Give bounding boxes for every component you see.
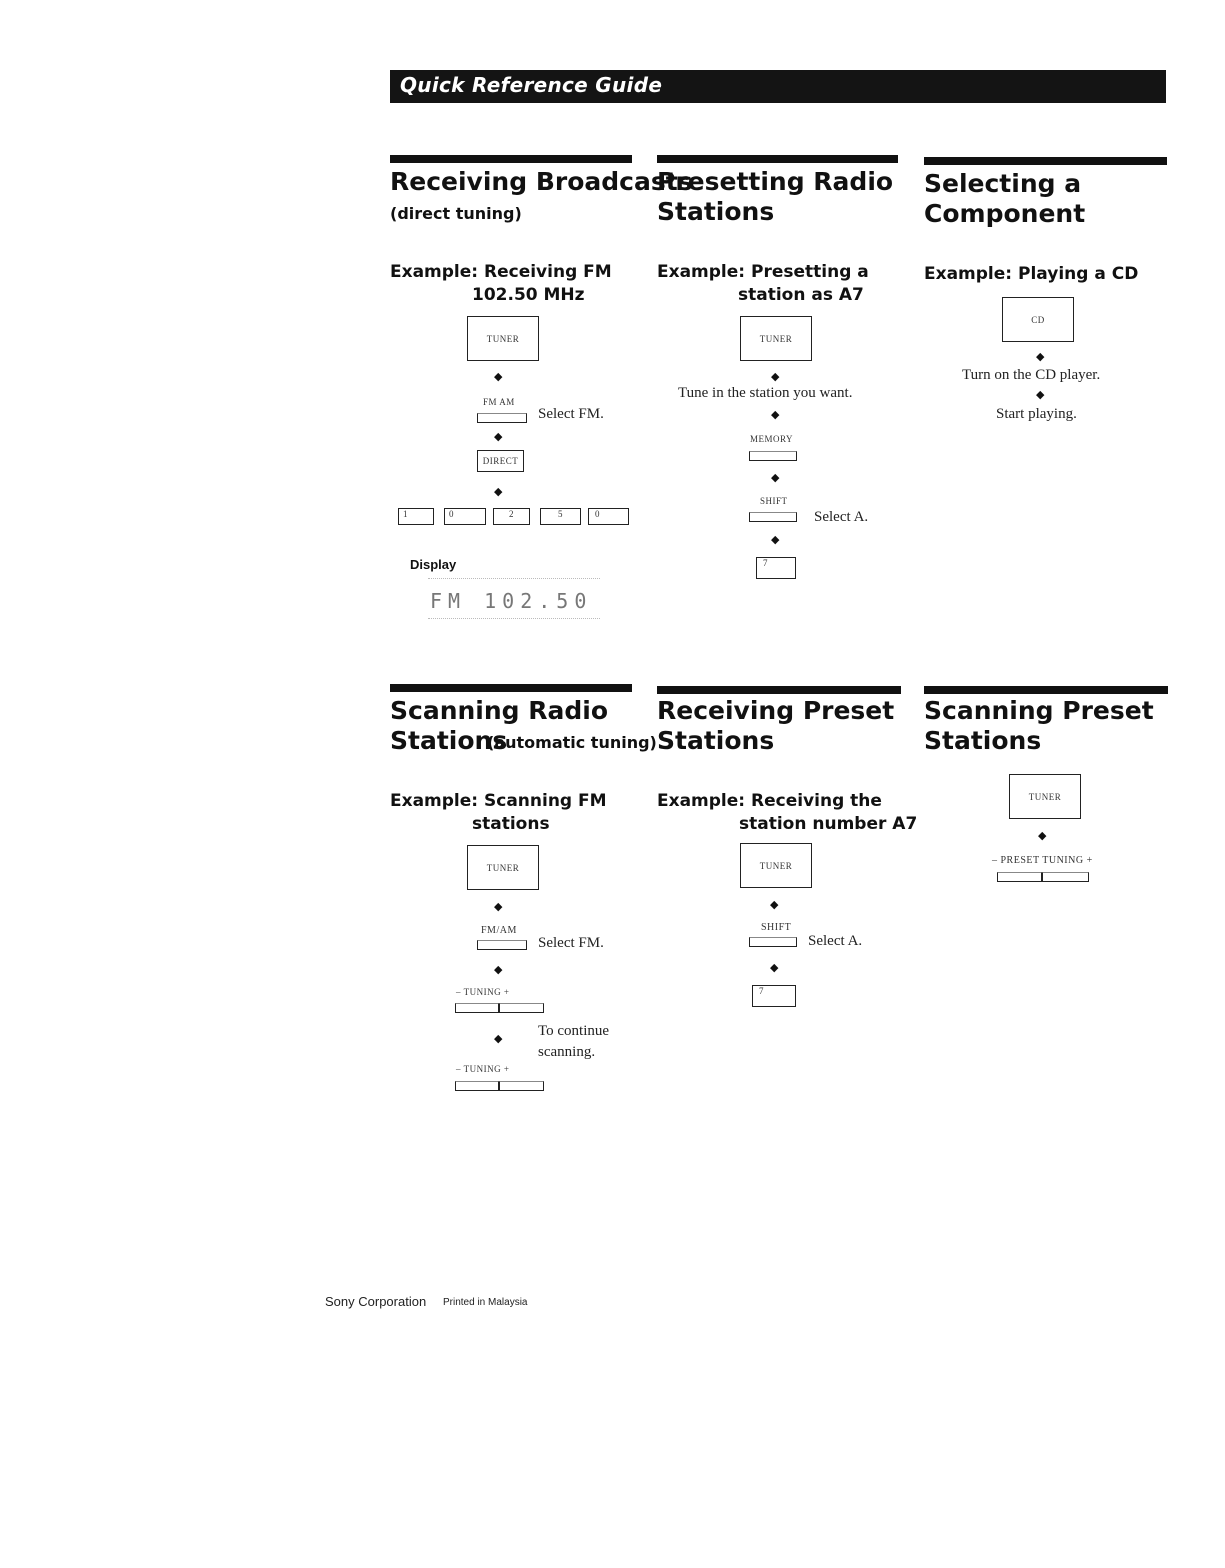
shift-label: SHIFT	[761, 922, 792, 933]
down-arrow-icon: ◆	[494, 901, 503, 913]
section-rule	[657, 686, 901, 694]
page-title: Quick Reference Guide	[400, 73, 663, 97]
memory-button[interactable]	[749, 451, 797, 461]
down-arrow-icon: ◆	[494, 371, 503, 383]
section-title: Scanning Radio	[390, 696, 609, 725]
section-title: Presetting Radio	[657, 167, 894, 196]
down-arrow-icon: ◆	[771, 409, 780, 421]
instruction-text: Select A.	[808, 933, 863, 949]
instruction-text: Select A.	[814, 509, 869, 525]
example-label-2: station number A7	[739, 814, 918, 834]
footer-company: Sony Corporation	[325, 1294, 427, 1309]
shift-button[interactable]	[749, 937, 797, 947]
digit-button-0[interactable]: 0	[444, 508, 486, 525]
tuner-button[interactable]: TUNER	[467, 316, 539, 361]
down-arrow-icon: ◆	[770, 899, 779, 911]
tuner-button[interactable]: TUNER	[467, 845, 539, 890]
digit-button-5[interactable]: 5	[540, 508, 581, 525]
fm-am-label: FM/AM	[481, 925, 517, 936]
down-arrow-icon: ◆	[494, 431, 503, 443]
instruction-text: Select FM.	[538, 406, 604, 422]
tuner-button[interactable]: TUNER	[740, 843, 812, 888]
down-arrow-icon: ◆	[771, 371, 780, 383]
section-rule	[924, 686, 1168, 694]
tuning-label: – TUNING +	[456, 1064, 510, 1074]
shift-button[interactable]	[749, 512, 797, 522]
section-rule	[657, 155, 898, 163]
seven-button[interactable]: 7	[756, 557, 796, 579]
digit-button-0b[interactable]: 0	[588, 508, 629, 525]
preset-tuning-plus-button[interactable]	[1042, 872, 1089, 882]
tuning-minus-button[interactable]	[455, 1003, 499, 1013]
down-arrow-icon: ◆	[770, 962, 779, 974]
down-arrow-icon: ◆	[494, 1033, 503, 1045]
fm-am-label: FM AM	[483, 397, 515, 407]
preset-tuning-minus-button[interactable]	[997, 872, 1042, 882]
example-label-2: stations	[472, 814, 550, 834]
down-arrow-icon: ◆	[1036, 351, 1045, 363]
section-title-line-2: Stations	[657, 197, 775, 226]
example-label: Example: Playing a CD	[924, 264, 1139, 284]
section-rule	[390, 155, 632, 163]
shift-label: SHIFT	[760, 496, 788, 506]
example-label-2: station as A7	[738, 285, 864, 305]
down-arrow-icon: ◆	[494, 486, 503, 498]
display-label: Display	[410, 557, 457, 572]
down-arrow-icon: ◆	[771, 534, 780, 546]
instruction-text: Start playing.	[996, 406, 1077, 422]
instruction-text: Select FM.	[538, 935, 604, 951]
fm-am-button[interactable]	[477, 413, 527, 423]
instruction-text-2: scanning.	[538, 1044, 596, 1060]
digit-button-1[interactable]: 1	[398, 508, 434, 525]
section-rule	[390, 684, 632, 692]
seven-button[interactable]: 7	[752, 985, 796, 1007]
display-readout: FM 102.50	[430, 589, 593, 613]
section-title-suffix: (automatic tuning)	[487, 733, 657, 752]
down-arrow-icon: ◆	[1038, 830, 1047, 842]
direct-button[interactable]: DIRECT	[477, 450, 524, 472]
example-label: Example: Receiving the	[657, 791, 882, 811]
cd-button[interactable]: CD	[1002, 297, 1074, 342]
tuning-label: – TUNING +	[456, 987, 510, 997]
down-arrow-icon: ◆	[1036, 389, 1045, 401]
footer-printed: Printed in Malaysia	[443, 1297, 528, 1308]
tuning-minus-button[interactable]	[455, 1081, 499, 1091]
down-arrow-icon: ◆	[771, 472, 780, 484]
instruction-text: Tune in the station you want.	[678, 385, 853, 401]
example-label: Example: Presetting a	[657, 262, 869, 282]
section-title-line-2: Stations	[390, 726, 508, 755]
down-arrow-icon: ◆	[494, 964, 503, 976]
section-title-line-2: Stations	[657, 726, 775, 755]
section-rule	[924, 157, 1167, 165]
tuner-button[interactable]: TUNER	[1009, 774, 1081, 819]
tuner-button[interactable]: TUNER	[740, 316, 812, 361]
section-title-line-2: Stations	[924, 726, 1042, 755]
display-border-bottom	[428, 618, 600, 619]
instruction-text: Turn on the CD player.	[962, 367, 1101, 383]
example-label-2: 102.50 MHz	[472, 285, 585, 305]
example-label: Example: Receiving FM	[390, 262, 612, 282]
preset-tuning-label: – PRESET TUNING +	[992, 855, 1093, 866]
section-title: Receiving Preset	[657, 696, 895, 725]
section-title: Receiving Broadcasts	[390, 167, 693, 196]
digit-button-2[interactable]: 2	[493, 508, 530, 525]
fm-am-button[interactable]	[477, 940, 527, 950]
example-label: Example: Scanning FM	[390, 791, 607, 811]
tuning-plus-button[interactable]	[499, 1081, 544, 1091]
instruction-text: To continue	[538, 1023, 610, 1039]
section-subtitle: (direct tuning)	[390, 204, 522, 223]
section-title: Selecting a	[924, 169, 1082, 198]
memory-label: MEMORY	[750, 434, 794, 444]
section-title: Scanning Preset	[924, 696, 1154, 725]
display-border-top	[428, 578, 600, 579]
section-title-line-2: Component	[924, 199, 1086, 228]
tuning-plus-button[interactable]	[499, 1003, 544, 1013]
